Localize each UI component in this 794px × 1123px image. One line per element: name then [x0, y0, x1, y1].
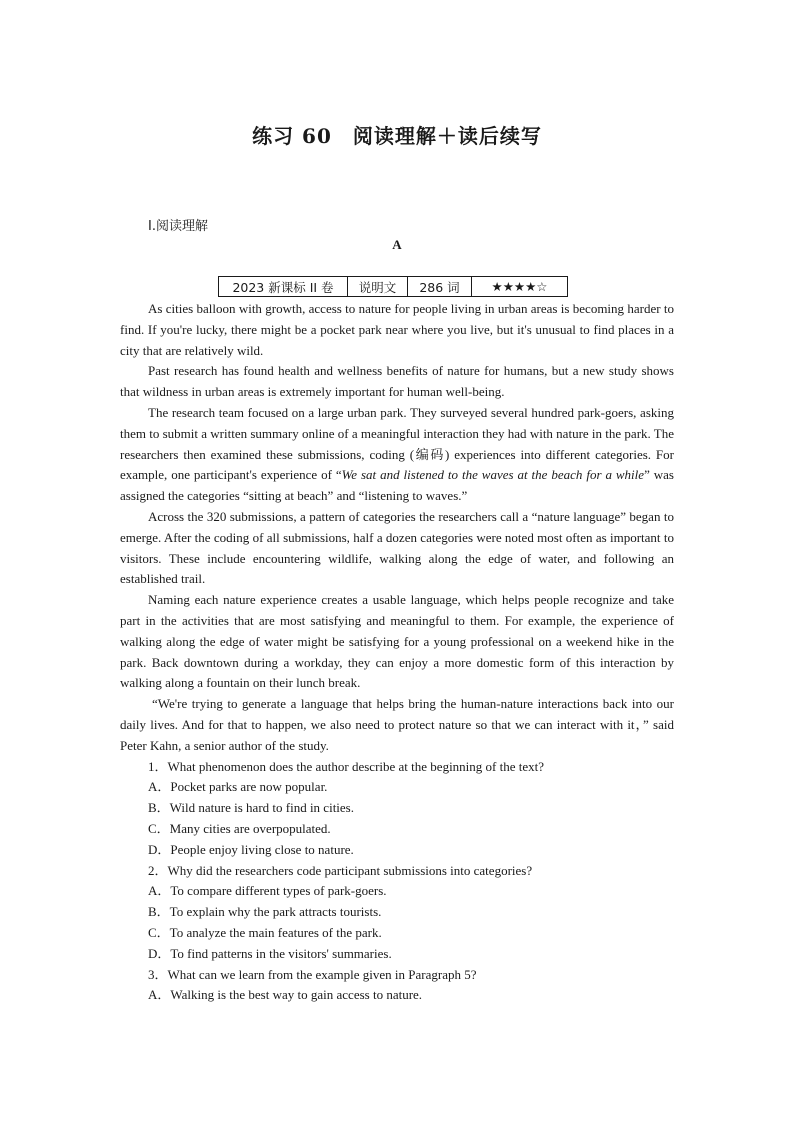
- question-2-option-a: A．To compare different types of park-goers.: [148, 883, 387, 899]
- meta-difficulty-stars: ★★★★☆: [472, 277, 568, 297]
- paragraph-1: As cities balloon with growth, access to nature for people living in urban areas is becoming harder to find. If you're lucky, there might be a pocket park near where you live, but it's unusual to find places in a city that are relatively wild.: [120, 301, 674, 358]
- question-1-option-d: D．People enjoy living close to nature.: [148, 841, 354, 857]
- paragraph-6: “We're trying to generate a language that helps bring the human-nature interactions back into our daily lives. And for that to happen, we also need to protect nature so that we can interact with it，” said Peter Kahn, a senior author of the study.: [120, 696, 674, 753]
- question-2-stem: 2．Why did the researchers code participant submissions into categories?: [148, 862, 533, 878]
- meta-source: 2023 新课标 II 卷: [219, 277, 348, 297]
- meta-word-count: 286 词: [408, 277, 472, 297]
- paragraph-3: [120, 403, 674, 507]
- paragraph-3-start: The research team focused on a large urban park. They surveyed several hundred park-goers, asking them to submit a written summary online of a meaningful interaction they had with nature in the park. The researchers then examined these submissions, coding (编码) experiences into different categories. For example, one participant's experience of “: [120, 404, 674, 483]
- question-2-option-c: C．To analyze the main features of the park.: [148, 924, 382, 940]
- passage-content: [120, 299, 674, 1006]
- paragraph-3-end: ” was assigned the categories “sitting at beach” and “listening to waves.”: [120, 467, 674, 504]
- question-1-option-a: A．Pocket parks are now popular.: [148, 779, 328, 795]
- question-2-option-b: B．To explain why the park attracts tourists.: [148, 904, 382, 920]
- passage-letter: A: [392, 237, 402, 252]
- question-3-option-a: A．Walking is the best way to gain access to nature.: [148, 987, 423, 1003]
- section-label: Ⅰ.阅读理解: [148, 219, 208, 234]
- paragraph-4: Across the 320 submissions, a pattern of categories the researchers call a “nature language” began to emerge. After the coding of all submissions, half a dozen categories were noted most often as important to visitors. These include encountering wildlife, walking along the edge of water, and following an established trail.: [120, 508, 674, 587]
- question-1-stem: 1．What phenomenon does the author describe at the beginning of the text?: [148, 758, 545, 774]
- paragraph-2: Past research has found health and wellness benefits of nature for humans, but a new study shows that wildness in urban areas is extremely important for human well-being.: [120, 363, 674, 400]
- paragraph-5: Naming each nature experience creates a usable language, which helps people recognize and take part in the activities that are most satisfying and meaningful to them. For example, the experience of walking along the edge of water might be satisfying for a young professional on a weekend hike in the park. Back downtown during a workday, they can enjoy a more domestic form of this interaction by walking along a fountain on their lunch break.: [120, 592, 674, 691]
- passage-meta-table: [218, 276, 568, 297]
- question-1-option-c: C．Many cities are overpopulated.: [148, 820, 331, 836]
- question-2-option-d: D．To find patterns in the visitors' summaries.: [148, 945, 392, 961]
- page-title: 练习 60 阅读理解＋读后续写: [252, 124, 542, 148]
- paragraph-3-quote: We sat and listened to the waves at the beach for a while: [341, 467, 645, 483]
- question-1-option-b: B．Wild nature is hard to find in cities.: [148, 800, 354, 816]
- meta-genre: 说明文: [348, 277, 408, 297]
- question-3-stem: 3．What can we learn from the example given in Paragraph 5?: [148, 966, 477, 982]
